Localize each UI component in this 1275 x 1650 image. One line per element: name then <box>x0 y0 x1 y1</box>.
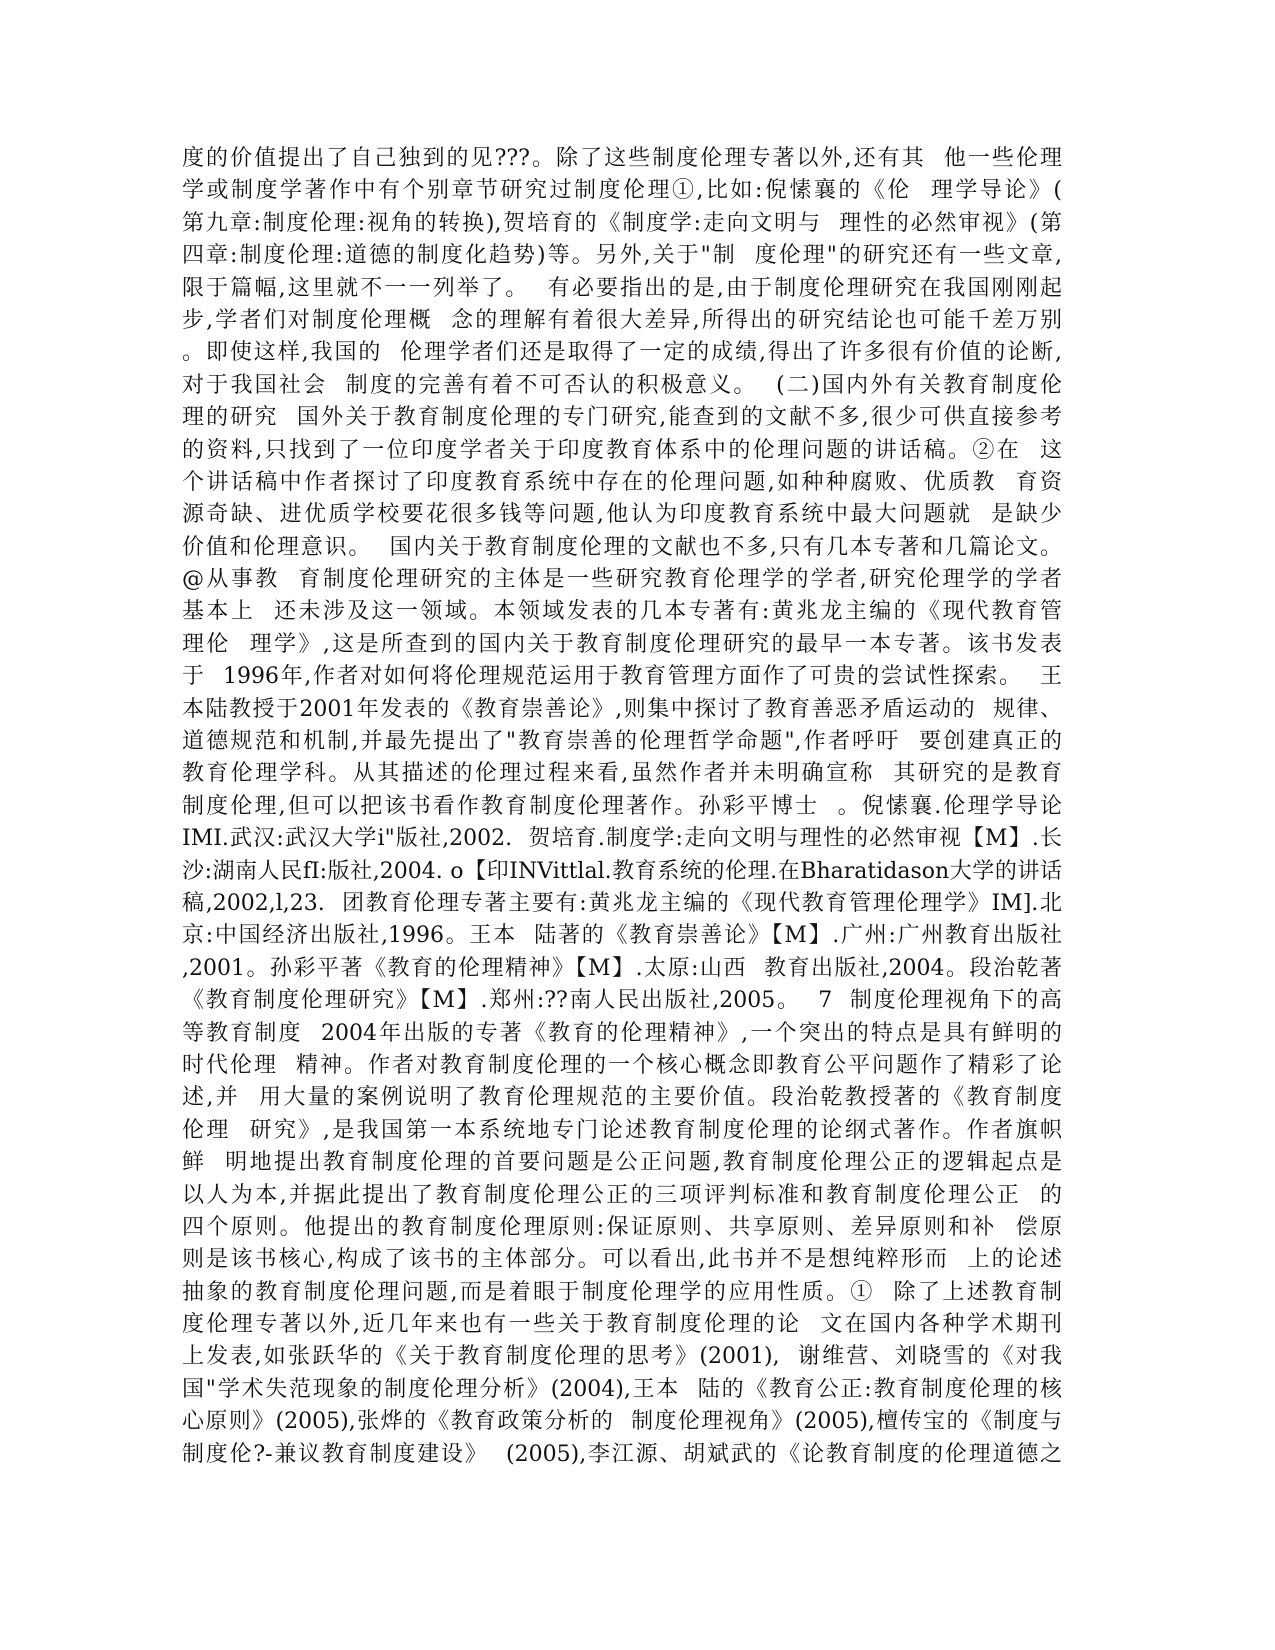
text-line: 心原则》(2005),张烨的《教育政策分析的 制度伦理视角》(2005),檀传宝的《制度与 <box>182 1409 1062 1435</box>
text-line: @从事教 育制度伦理研究的主体是一些研究教育伦理学的学者,研究伦理学的学者 <box>182 567 1062 593</box>
text-line: 等教育制度 2004年出版的专著《教育的伦理精神》,一个突出的特点是具有鲜明的 <box>182 1020 1062 1046</box>
text-line: 限于篇幅,这里就不一一列举了。 有必要指出的是,由于制度伦理研究在我国刚刚起 <box>182 275 1062 301</box>
text-line: 稿,2002,l,23. 团教育伦理专著主要有:黄兆龙主编的《现代教育管理伦理学》IM].北 <box>182 890 1062 916</box>
text-line: 京:中国经济出版社,1996。王本 陆著的《教育崇善论》【M】.广州:广州教育出版社 <box>182 923 1062 949</box>
text-line: 制度伦理,但可以把该书看作教育制度伦理著作。孙彩平博士 。倪愫襄.伦理学导论 <box>182 793 1062 819</box>
text-line: 伦理 研究》,是我国第一本系统地专门论述教育制度伦理的论纲式著作。作者旗帜 <box>182 1117 1062 1143</box>
text-line: 以人为本,并据此提出了教育制度伦理公正的三项评判标准和教育制度伦理公正 的 <box>182 1182 1062 1208</box>
text-line: 时代伦理 精神。作者对教育制度伦理的一个核心概念即教育公平问题作了精彩了论 <box>182 1052 1062 1078</box>
text-line: 源奇缺、进优质学校要花很多钱等问题,他认为印度教育系统中最大问题就 是缺少 <box>182 502 1062 528</box>
text-line: 抽象的教育制度伦理问题,而是着眼于制度伦理学的应用性质。① 除了上述教育制 <box>182 1279 1062 1305</box>
text-line: 基本上 还未涉及这一领域。本领域发表的几本专著有:黄兆龙主编的《现代教育管 <box>182 599 1062 625</box>
text-line: 上发表,如张跃华的《关于教育制度伦理的思考》(2001), 谢维营、刘晓雪的《对我 <box>182 1344 1062 1370</box>
text-line: 四个原则。他提出的教育制度伦理原则:保证原则、共享原则、差异原则和补 偿原 <box>182 1214 1062 1240</box>
text-line: 价值和伦理意识。 国内关于教育制度伦理的文献也不多,只有几本专著和几篇论文。 <box>182 534 1062 560</box>
text-line: 鲜 明地提出教育制度伦理的首要问题是公正问题,教育制度伦理公正的逻辑起点是 <box>182 1150 1062 1176</box>
text-line: 第九章:制度伦理:视角的转换),贺培育的《制度学:走向文明与 理性的必然审视》(第 <box>182 210 1062 236</box>
text-line: 于 1996年,作者对如何将伦理规范运用于教育管理方面作了可贵的尝试性探索。 王 <box>182 664 1062 690</box>
text-line: 理伦 理学》,这是所查到的国内关于教育制度伦理研究的最早一本专著。该书发表 <box>182 631 1062 657</box>
text-line: 教育伦理学科。从其描述的伦理过程来看,虽然作者并未明确宣称 其研究的是教育 <box>182 761 1062 787</box>
text-line: 步,学者们对制度伦理概 念的理解有着很大差异,所得出的研究结论也可能千差万别 <box>182 307 1062 333</box>
text-line: 述,并 用大量的案例说明了教育伦理规范的主要价值。段治乾教授著的《教育制度 <box>182 1085 1062 1111</box>
text-line: 沙:湖南人民fI:版社,2004. o【印INVittlal.教育系统的伦理.在Bharatidason大学的讲话 <box>182 858 1062 884</box>
text-line: 则是该书核心,构成了该书的主体部分。可以看出,此书并不是想纯粹形而 上的论述 <box>182 1247 1062 1273</box>
text-line: 道德规范和机制,并最先提出了"教育崇善的伦理哲学命题",作者呼吁 要创建真正的 <box>182 729 1062 755</box>
text-line: 个讲话稿中作者探讨了印度教育系统中存在的伦理问题,如种种腐败、优质教 育资 <box>182 469 1062 495</box>
text-line: 制度伦?-兼议教育制度建设》 (2005),李江源、胡斌武的《论教育制度的伦理道德之 <box>182 1441 1062 1467</box>
text-line: 国"学术失范现象的制度伦理分析》(2004),王本 陆的《教育公正:教育制度伦理的核 <box>182 1376 1062 1402</box>
text-line: 的资料,只找到了一位印度学者关于印度教育体系中的伦理问题的讲话稿。②在 这 <box>182 437 1062 463</box>
text-line: 学或制度学著作中有个别章节研究过制度伦理①,比如:倪愫襄的《伦 理学导论》( <box>182 178 1062 204</box>
body-text <box>182 143 1062 1471</box>
text-line: IMI.武汉:武汉大学i"版社,2002. 贺培育.制度学:走向文明与理性的必然审视【M】.长 <box>182 826 1062 852</box>
text-line: 理的研究 国外关于教育制度伦理的专门研究,能查到的文献不多,很少可供直接参考 <box>182 405 1062 431</box>
text-line: 《教育制度伦理研究》【M】.郑州:??南人民出版社,2005。 7 制度伦理视角下的高 <box>182 988 1062 1014</box>
text-line: 四章:制度伦理:道德的制度化趋势)等。另外,关于"制 度伦理"的研究还有一些文章, <box>182 243 1062 269</box>
text-line: 度的价值提出了自己独到的见???。除了这些制度伦理专著以外,还有其 他一些伦理 <box>182 146 1062 171</box>
text-line: 本陆教授于2001年发表的《教育崇善论》,则集中探讨了教育善恶矛盾运动的 规律、 <box>182 696 1062 722</box>
text-line: 。即使这样,我国的 伦理学者们还是取得了一定的成绩,得出了许多很有价值的论断, <box>182 340 1062 366</box>
text-line: 对于我国社会 制度的完善有着不可否认的积极意义。 (二)国内外有关教育制度伦 <box>182 372 1062 398</box>
text-line: ,2001。孙彩平著《教育的伦理精神》【M】.太原:山西 教育出版社,2004。段治乾著 <box>182 955 1062 981</box>
text-line: 度伦理专著以外,近几年来也有一些关于教育制度伦理的论 文在国内各种学术期刊 <box>182 1312 1062 1338</box>
